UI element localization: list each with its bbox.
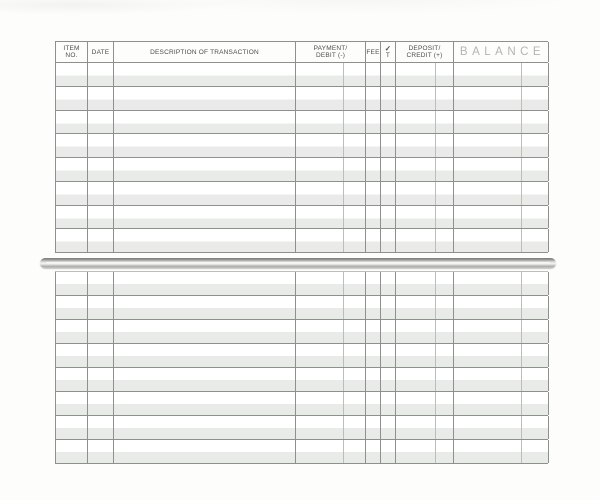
- cell-deposit-dollars: [396, 158, 436, 181]
- cell-item-no: [56, 229, 88, 252]
- cell-payment-dollars: [296, 206, 344, 229]
- cell-balance-dollars: [454, 229, 522, 252]
- cell-item-no: [56, 272, 88, 295]
- register-entry-row: [56, 134, 548, 158]
- cell-description: [114, 63, 296, 86]
- register-entry-row: [56, 440, 548, 464]
- cell-description: [114, 368, 296, 391]
- cell-payment-cents: [344, 134, 366, 157]
- cell-balance-cents: [522, 182, 549, 205]
- register-entry-row: [56, 63, 548, 87]
- cell-deposit-cents: [436, 344, 454, 367]
- cell-deposit-dollars: [396, 440, 436, 463]
- header-date: [88, 42, 114, 62]
- cell-cleared: [381, 158, 396, 181]
- cell-fee: [366, 229, 381, 252]
- cell-date: [88, 182, 114, 205]
- cell-item-no: [56, 344, 88, 367]
- cell-date: [88, 368, 114, 391]
- cell-balance-dollars: [454, 416, 522, 439]
- cell-deposit-cents: [436, 229, 454, 252]
- cell-fee: [366, 368, 381, 391]
- cell-cleared: [381, 368, 396, 391]
- cell-payment-cents: [344, 440, 366, 463]
- cell-description: [114, 440, 296, 463]
- header-payment-debit: [296, 42, 366, 62]
- cell-balance-cents: [522, 63, 549, 86]
- cell-item-no: [56, 63, 88, 86]
- cell-payment-cents: [344, 63, 366, 86]
- cell-cleared: [381, 296, 396, 319]
- cell-balance-cents: [522, 134, 549, 157]
- cell-item-no: [56, 134, 88, 157]
- cell-payment-dollars: [296, 111, 344, 134]
- cell-item-no: [56, 296, 88, 319]
- cell-date: [88, 158, 114, 181]
- cell-balance-dollars: [454, 206, 522, 229]
- cell-balance-cents: [522, 206, 549, 229]
- cell-payment-cents: [344, 320, 366, 343]
- cell-balance-cents: [522, 416, 549, 439]
- cell-fee: [366, 440, 381, 463]
- cell-payment-cents: [344, 182, 366, 205]
- cell-deposit-cents: [436, 296, 454, 319]
- cell-balance-cents: [522, 229, 549, 252]
- cell-fee: [366, 182, 381, 205]
- cell-date: [88, 440, 114, 463]
- cell-deposit-cents: [436, 158, 454, 181]
- cell-payment-cents: [344, 392, 366, 415]
- cell-deposit-cents: [436, 368, 454, 391]
- cell-date: [88, 87, 114, 110]
- cell-deposit-dollars: [396, 344, 436, 367]
- cell-cleared: [381, 63, 396, 86]
- cell-description: [114, 272, 296, 295]
- header-deposit-credit: [396, 42, 454, 62]
- cell-payment-dollars: [296, 320, 344, 343]
- cell-cleared: [381, 182, 396, 205]
- cell-date: [88, 229, 114, 252]
- register-entry-row: [56, 229, 548, 253]
- cell-fee: [366, 63, 381, 86]
- cell-fee: [366, 296, 381, 319]
- cell-fee: [366, 392, 381, 415]
- register-entry-row: [56, 206, 548, 230]
- cell-payment-dollars: [296, 392, 344, 415]
- cell-fee: [366, 272, 381, 295]
- cell-description: [114, 416, 296, 439]
- cell-cleared: [381, 229, 396, 252]
- cell-cleared: [381, 392, 396, 415]
- cell-balance-dollars: [454, 134, 522, 157]
- cell-payment-dollars: [296, 440, 344, 463]
- cell-deposit-cents: [436, 182, 454, 205]
- header-date-label: DATE: [91, 48, 110, 56]
- cell-balance-dollars: [454, 368, 522, 391]
- cell-deposit-dollars: [396, 134, 436, 157]
- cell-deposit-cents: [436, 440, 454, 463]
- cell-payment-dollars: [296, 87, 344, 110]
- cell-payment-cents: [344, 229, 366, 252]
- cell-deposit-cents: [436, 320, 454, 343]
- register-rows-top: [55, 63, 548, 253]
- register-rows-bottom: [55, 272, 548, 464]
- cell-description: [114, 111, 296, 134]
- cell-item-no: [56, 158, 88, 181]
- cell-fee: [366, 158, 381, 181]
- cell-payment-cents: [344, 206, 366, 229]
- cell-cleared: [381, 134, 396, 157]
- header-item-no: [56, 42, 88, 62]
- header-payment-line1: PAYMENT/: [313, 45, 348, 52]
- cell-deposit-dollars: [396, 182, 436, 205]
- cell-date: [88, 63, 114, 86]
- cell-item-no: [56, 416, 88, 439]
- cell-payment-dollars: [296, 182, 344, 205]
- cell-balance-dollars: [454, 296, 522, 319]
- cell-payment-cents: [344, 272, 366, 295]
- header-deposit-line1: DEPOSIT/: [408, 45, 441, 52]
- cell-cleared: [381, 272, 396, 295]
- register-entry-row: [56, 344, 548, 368]
- cell-deposit-dollars: [396, 272, 436, 295]
- cell-payment-dollars: [296, 368, 344, 391]
- cell-item-no: [56, 206, 88, 229]
- cell-payment-cents: [344, 87, 366, 110]
- header-payment-line2: DEBIT (-): [315, 52, 346, 59]
- checkmark-icon: ✓: [384, 43, 392, 53]
- cell-item-no: [56, 320, 88, 343]
- register-entry-row: [56, 87, 548, 111]
- cell-date: [88, 392, 114, 415]
- cell-cleared: [381, 344, 396, 367]
- cell-date: [88, 320, 114, 343]
- cell-deposit-dollars: [396, 416, 436, 439]
- cell-cleared: [381, 320, 396, 343]
- cell-balance-cents: [522, 344, 549, 367]
- header-balance: [454, 42, 549, 62]
- cell-balance-cents: [522, 158, 549, 181]
- register-entry-row: [56, 111, 548, 135]
- register-table-top: [55, 41, 548, 253]
- cell-date: [88, 296, 114, 319]
- cell-fee: [366, 134, 381, 157]
- cell-deposit-dollars: [396, 368, 436, 391]
- cell-cleared: [381, 111, 396, 134]
- cell-balance-dollars: [454, 272, 522, 295]
- cell-deposit-cents: [436, 134, 454, 157]
- register-entry-row: [56, 320, 548, 344]
- header-description-label: DESCRIPTION OF TRANSACTION: [150, 48, 259, 56]
- cell-balance-dollars: [454, 63, 522, 86]
- cell-item-no: [56, 182, 88, 205]
- cell-date: [88, 111, 114, 134]
- register-header-row: [55, 41, 548, 63]
- cell-description: [114, 206, 296, 229]
- cell-deposit-cents: [436, 87, 454, 110]
- cell-deposit-dollars: [396, 111, 436, 134]
- cell-payment-dollars: [296, 296, 344, 319]
- cell-description: [114, 320, 296, 343]
- header-item-line2: NO.: [65, 52, 78, 59]
- register-table-bottom: [55, 271, 548, 464]
- cell-balance-dollars: [454, 111, 522, 134]
- cell-fee: [366, 206, 381, 229]
- header-fee-label: FEE: [366, 48, 380, 56]
- cell-deposit-dollars: [396, 87, 436, 110]
- cell-payment-dollars: [296, 158, 344, 181]
- cell-item-no: [56, 87, 88, 110]
- header-cleared-t: T: [385, 51, 391, 59]
- spiral-binding-divider: [40, 258, 556, 268]
- cell-payment-dollars: [296, 272, 344, 295]
- register-entry-row: [56, 296, 548, 320]
- register-entry-row: [56, 392, 548, 416]
- cell-deposit-dollars: [396, 392, 436, 415]
- cell-date: [88, 344, 114, 367]
- cell-payment-dollars: [296, 134, 344, 157]
- cell-balance-cents: [522, 111, 549, 134]
- cell-payment-dollars: [296, 344, 344, 367]
- cell-deposit-cents: [436, 392, 454, 415]
- cell-fee: [366, 87, 381, 110]
- cell-date: [88, 134, 114, 157]
- cell-deposit-cents: [436, 416, 454, 439]
- cell-balance-cents: [522, 272, 549, 295]
- cell-item-no: [56, 440, 88, 463]
- cell-payment-cents: [344, 296, 366, 319]
- cell-balance-dollars: [454, 158, 522, 181]
- cell-balance-dollars: [454, 182, 522, 205]
- cell-item-no: [56, 368, 88, 391]
- cell-balance-cents: [522, 320, 549, 343]
- cell-payment-cents: [344, 368, 366, 391]
- cell-date: [88, 272, 114, 295]
- cell-item-no: [56, 111, 88, 134]
- cell-fee: [366, 344, 381, 367]
- cell-payment-dollars: [296, 416, 344, 439]
- header-fee: [366, 42, 381, 62]
- cell-deposit-dollars: [396, 296, 436, 319]
- cell-deposit-cents: [436, 63, 454, 86]
- cell-deposit-cents: [436, 272, 454, 295]
- cell-deposit-cents: [436, 206, 454, 229]
- cell-cleared: [381, 440, 396, 463]
- cell-balance-cents: [522, 87, 549, 110]
- cell-deposit-dollars: [396, 206, 436, 229]
- cell-balance-cents: [522, 296, 549, 319]
- cell-description: [114, 229, 296, 252]
- cell-cleared: [381, 206, 396, 229]
- cell-description: [114, 87, 296, 110]
- header-item-line1: ITEM: [63, 45, 80, 52]
- header-cleared: [381, 42, 396, 62]
- cell-item-no: [56, 392, 88, 415]
- cell-description: [114, 344, 296, 367]
- register-entry-row: [56, 158, 548, 182]
- cell-description: [114, 296, 296, 319]
- cell-balance-dollars: [454, 440, 522, 463]
- cell-date: [88, 416, 114, 439]
- cell-deposit-dollars: [396, 229, 436, 252]
- cell-balance-dollars: [454, 344, 522, 367]
- cell-fee: [366, 320, 381, 343]
- cell-payment-cents: [344, 158, 366, 181]
- register-entry-row: [56, 416, 548, 440]
- cell-balance-cents: [522, 392, 549, 415]
- header-balance-label: BALANCE: [459, 46, 546, 58]
- cell-balance-dollars: [454, 87, 522, 110]
- cell-balance-dollars: [454, 320, 522, 343]
- cell-date: [88, 206, 114, 229]
- cell-description: [114, 182, 296, 205]
- cell-fee: [366, 111, 381, 134]
- cell-cleared: [381, 416, 396, 439]
- cell-balance-cents: [522, 368, 549, 391]
- cell-payment-dollars: [296, 229, 344, 252]
- cell-payment-cents: [344, 111, 366, 134]
- cell-fee: [366, 416, 381, 439]
- register-entry-row: [56, 182, 548, 206]
- cell-balance-dollars: [454, 392, 522, 415]
- cell-deposit-dollars: [396, 320, 436, 343]
- cell-description: [114, 392, 296, 415]
- cell-cleared: [381, 87, 396, 110]
- cell-deposit-dollars: [396, 63, 436, 86]
- cell-balance-cents: [522, 440, 549, 463]
- cell-payment-dollars: [296, 63, 344, 86]
- cell-deposit-cents: [436, 111, 454, 134]
- cell-description: [114, 134, 296, 157]
- cell-description: [114, 158, 296, 181]
- register-entry-row: [56, 272, 548, 296]
- cell-payment-cents: [344, 416, 366, 439]
- register-entry-row: [56, 368, 548, 392]
- cell-payment-cents: [344, 344, 366, 367]
- header-description: [114, 42, 296, 62]
- header-deposit-line2: CREDIT (+): [406, 52, 443, 59]
